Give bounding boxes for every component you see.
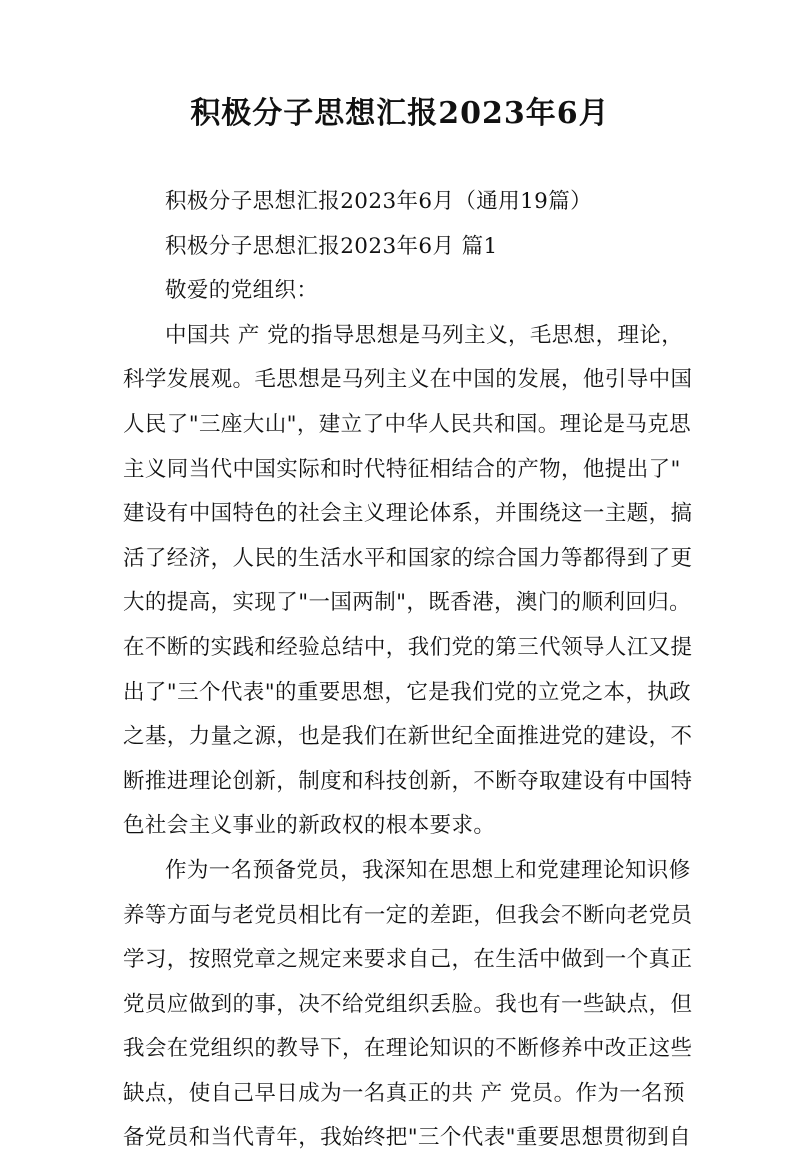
paragraph-2-line: 党员应做到的事，决不给党组织丢脸。我也有一些缺点，但 [123,991,693,1017]
paragraph-1-line: 出了"三个代表"的重要思想，它是我们党的立党之本，执政 [123,679,692,705]
paragraph-1-line: 人民了"三座大山"，建立了中华人民共和国。理论是马克思 [123,411,692,437]
paragraph-1-line: 大的提高，实现了"一国两制"，既香港，澳门的顺利回归。 [123,590,692,616]
paragraph-2-line: 养等方面与老党员相比有一定的差距，但我会不断向老党员 [123,902,693,928]
paragraph-1-line: 之基，力量之源，也是我们在新世纪全面推进党的建设，不 [123,724,693,750]
paragraph-2-line: 我会在党组织的教导下，在理论知识的不断修养中改正这些 [123,1036,693,1062]
paragraph-2-line: 作为一名预备党员，我深知在思想上和党建理论知识修 [165,857,691,883]
subtitle-line: 积极分子思想汇报2023年6月（通用19篇） [165,189,593,214]
paragraph-2-line: 备党员和当代青年，我始终把"三个代表"重要思想贯彻到自 [123,1125,692,1151]
document-body [123,180,695,1161]
paragraph-1-line: 科学发展观。毛思想是马列主义在中国的发展，他引导中国 [123,367,693,393]
document-title: 积极分子思想汇报2023年6月 [190,96,610,131]
salutation: 敬爱的党组织： [165,278,319,304]
paragraph-2-line: 缺点，使自己早日成为一名真正的共 产 党员。作为一名预 [123,1080,685,1106]
section-heading: 积极分子思想汇报2023年6月 篇1 [165,233,498,259]
paragraph-1-line: 建设有中国特色的社会主义理论体系，并围绕这一主题，搞 [123,501,693,527]
paragraph-1-line: 断推进理论创新，制度和科技创新，不断夺取建设有中国特 [123,768,693,794]
paragraph-2-line: 学习，按照党章之规定来要求自己，在生活中做到一个真正 [123,947,693,973]
paragraph-1-line: 主义同当代中国实际和时代特征相结合的产物，他提出了" [123,456,681,482]
paragraph-1-line: 在不断的实践和经验总结中，我们党的第三代领导人江又提 [123,634,693,660]
paragraph-1-line: 中国共 产 党的指导思想是马列主义，毛思想，理论， [165,322,684,348]
paragraph-1-line: 活了经济，人民的生活水平和国家的综合国力等都得到了更 [123,545,693,571]
paragraph-1-line: 色社会主义事业的新政权的根本要求。 [123,813,496,839]
